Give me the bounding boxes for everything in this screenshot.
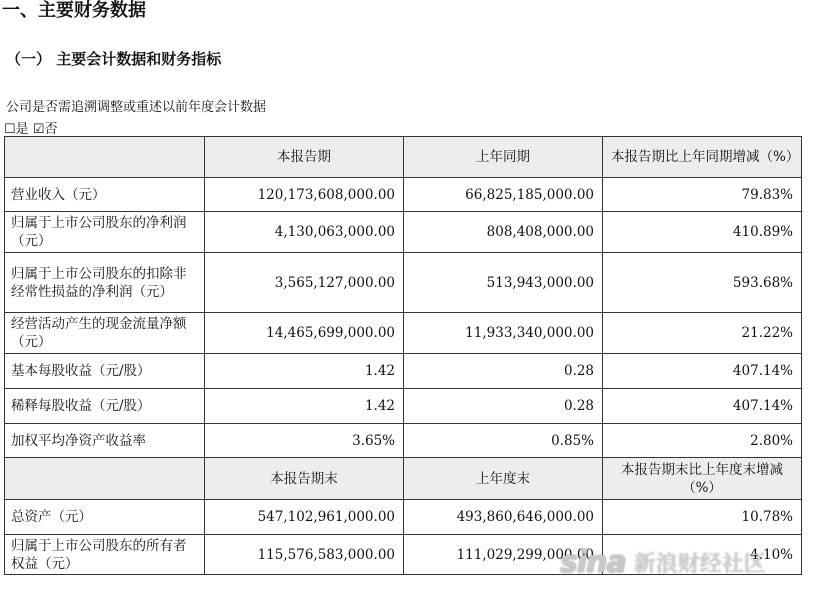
change-value: 593.68%	[603, 253, 802, 313]
current-value: 1.42	[205, 389, 404, 424]
table-row	[5, 354, 802, 389]
checked-box-icon[interactable]: ☑	[32, 122, 45, 137]
prior-value: 493,860,646,000.00	[404, 500, 603, 535]
row-label: 稀释每股收益（元/股）	[5, 389, 205, 424]
prior-value: 808,408,000.00	[404, 212, 603, 253]
row-label: 总资产（元）	[5, 500, 205, 535]
prior-value: 513,943,000.00	[404, 253, 603, 313]
prior-value: 66,825,185,000.00	[404, 178, 603, 212]
row-label: 营业收入（元）	[5, 178, 205, 212]
change-value: 4.10%	[603, 535, 802, 575]
header-cell-blank	[5, 137, 205, 178]
table-header-row	[5, 458, 802, 500]
choice-no-label: 否	[44, 122, 58, 137]
change-value: 410.89%	[603, 212, 802, 253]
table-row	[5, 313, 802, 354]
current-value: 547,102,961,000.00	[205, 500, 404, 535]
current-value: 115,576,583,000.00	[205, 535, 404, 575]
restate-choice	[4, 118, 57, 137]
header-period-end: 本报告期末	[205, 458, 404, 500]
current-value: 4,130,063,000.00	[205, 212, 404, 253]
table-row	[5, 500, 802, 535]
table-row	[5, 212, 802, 253]
section-title: 一、主要财务数据	[2, 0, 146, 21]
header-change-pct: 本报告期末比上年度末增减（%）	[603, 458, 802, 500]
choice-yes-label: 是	[15, 122, 29, 137]
table-row	[5, 178, 802, 212]
current-value: 3.65%	[205, 424, 404, 458]
prior-value: 111,029,299,000.00	[404, 535, 603, 575]
prior-value: 0.28	[404, 389, 603, 424]
header-prior-year-end: 上年度末	[404, 458, 603, 500]
row-label: 归属于上市公司股东的扣除非经常性损益的净利润（元）	[5, 253, 205, 313]
change-value: 407.14%	[603, 389, 802, 424]
change-value: 79.83%	[603, 178, 802, 212]
restate-question: 公司是否需追溯调整或重述以前年度会计数据	[6, 100, 267, 115]
unchecked-box-icon[interactable]: ☐	[4, 122, 16, 137]
table-header-row	[5, 137, 802, 178]
watermark-text: 新浪财经社区	[633, 551, 766, 577]
change-value: 407.14%	[603, 354, 802, 389]
row-label: 加权平均净资产收益率	[5, 424, 205, 458]
change-value: 21.22%	[603, 313, 802, 354]
prior-value: 0.85%	[404, 424, 603, 458]
row-label: 经营活动产生的现金流量净额（元）	[5, 313, 205, 354]
header-current-period: 本报告期	[205, 137, 404, 178]
change-value: 2.80%	[603, 424, 802, 458]
header-prior-period: 上年同期	[404, 137, 603, 178]
financial-data-table	[4, 136, 802, 575]
current-value: 1.42	[205, 354, 404, 389]
current-value: 14,465,699,000.00	[205, 313, 404, 354]
table-row	[5, 535, 802, 575]
prior-value: 11,933,340,000.00	[404, 313, 603, 354]
current-value: 120,173,608,000.00	[205, 178, 404, 212]
prior-value: 0.28	[404, 354, 603, 389]
sina-logo-icon: sina	[560, 544, 626, 580]
table-row	[5, 424, 802, 458]
table-row	[5, 253, 802, 313]
row-label: 归属于上市公司股东的净利润（元）	[5, 212, 205, 253]
table-row	[5, 389, 802, 424]
row-label: 基本每股收益（元/股）	[5, 354, 205, 389]
header-cell-blank	[5, 458, 205, 500]
change-value: 10.78%	[603, 500, 802, 535]
current-value: 3,565,127,000.00	[205, 253, 404, 313]
row-label: 归属于上市公司股东的所有者权益（元）	[5, 535, 205, 575]
subsection-title: （一） 主要会计数据和财务指标	[6, 50, 222, 68]
header-change-pct: 本报告期比上年同期增减（%）	[603, 137, 802, 178]
